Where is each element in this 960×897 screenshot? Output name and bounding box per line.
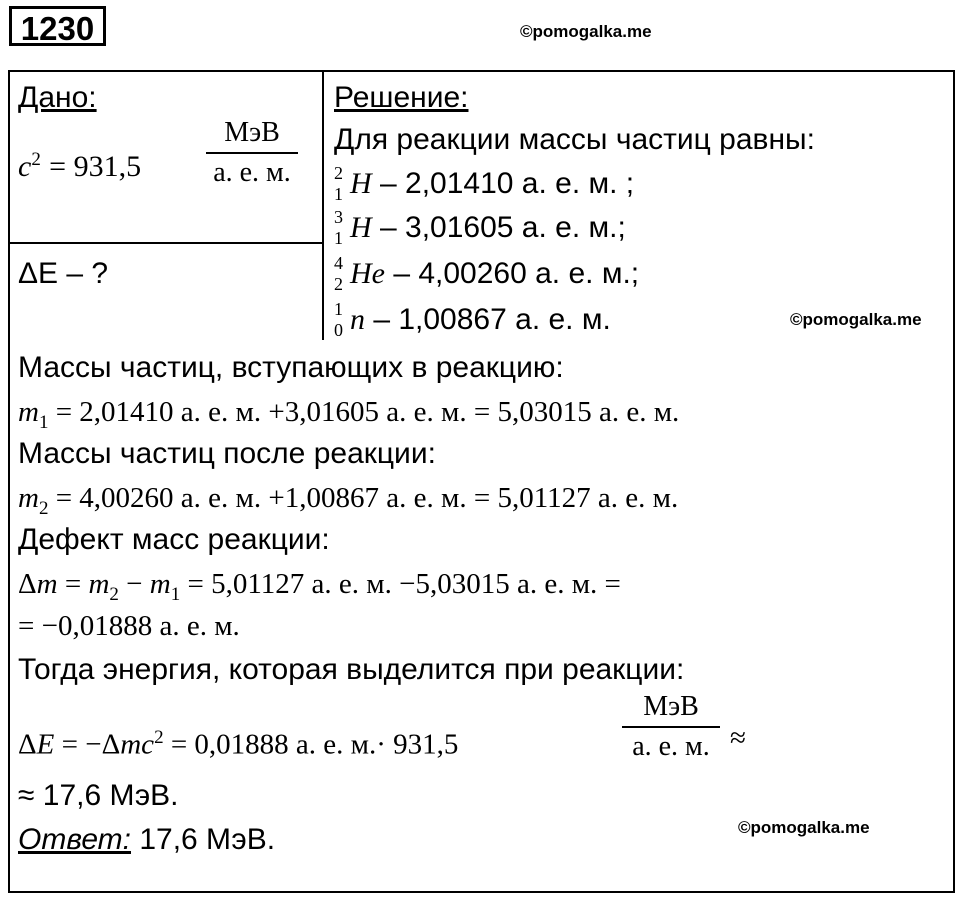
m2-equation [18,480,678,527]
problem-number: 1230 [9,6,106,46]
minus-sign: − [118,568,150,600]
mass-number: 3 [334,207,343,227]
mass-number: 4 [334,253,343,273]
m2-symbol: m [18,482,39,514]
energy-equation [18,720,458,763]
c2-unit-fraction [206,116,298,190]
after-reaction-label: Массы частиц после реакции: [18,437,436,470]
m1-subscript: 1 [170,583,181,605]
charge-number: 1 [334,184,343,204]
charge-number: 1 [334,228,343,248]
c-symbol: c [18,150,32,183]
m1-subscript: 1 [38,411,49,433]
before-reaction-label: Массы частиц, вступающих в реакцию: [18,351,564,384]
given-heading: Дано: [18,81,97,114]
m1-equation [18,394,679,441]
delta-symbol: Δ [18,728,37,761]
particle-helium [334,253,640,294]
watermark-top: ©pomogalka.me [520,22,652,41]
energy-unit-denominator: а. е. м. [632,731,710,762]
particle-mass: – 2,01410 а. е. м. ; [371,167,635,200]
result-line: ≈ 17,6 МэВ. [18,779,179,812]
answer-value: 17,6 МэВ. [131,823,276,856]
c2-value: = 931,5 [49,150,142,183]
m2-subscript: 2 [109,583,119,605]
m1-symbol: m [149,568,171,600]
watermark-bottom: ©pomogalka.me [738,818,870,837]
answer-line [18,822,275,858]
mass-defect-result: = −0,01888 а. е. м. [18,610,240,642]
fraction-bar [206,152,298,154]
m2-symbol: m [88,568,110,600]
mass-number: 1 [334,299,343,319]
particle-mass: – 3,01605 а. е. м.; [371,211,626,244]
charge-number: 2 [334,274,343,294]
particle-mass: – 1,00867 а. е. м. [365,303,611,336]
fraction-bar [622,726,720,728]
particle-mass: – 4,00260 а. е. м.; [384,257,640,290]
particle-tritium [334,207,626,248]
particle-deuterium [334,163,635,204]
energy-unit-fraction [622,690,720,764]
mass-number: 2 [334,163,343,183]
mc-symbol: mc [120,728,155,761]
energy-unit-numerator: МэВ [643,691,699,722]
mass-defect-rest: = 5,01127 а. е. м. −5,03015 а. е. м. = [180,568,621,600]
particle-symbol: H [350,167,372,200]
energy-equals: = −Δ [54,728,121,761]
c2-equation [18,142,141,185]
watermark-middle: ©pomogalka.me [790,310,922,329]
m1-symbol: m [18,396,39,428]
c2-unit-denominator: а. е. м. [213,157,291,188]
energy-label: Тогда энергия, которая выделится при реакции: [18,653,685,686]
m-symbol: m [36,568,58,600]
particle-symbol: H [350,211,372,244]
equals-sign: = [57,568,89,600]
given-divider-vertical [322,70,324,340]
find-text: ΔE – ? [18,257,109,290]
c2-unit-numerator: МэВ [224,117,280,148]
given-divider-horizontal [8,242,324,244]
approx-sign: ≈ [730,722,746,754]
m1-expression: = 2,01410 а. е. м. +3,01605 а. е. м. = 5,03015 а. е. м. [48,396,680,428]
answer-label: Ответ: [18,823,131,856]
particle-neutron [334,299,611,340]
solution-intro: Для реакции массы частиц равны: [334,123,815,156]
m2-expression: = 4,00260 а. е. м. +1,00867 а. е. м. = 5,01127 а. е. м. [48,482,679,514]
mass-defect-label: Дефект масс реакции: [18,523,330,556]
c-exponent: 2 [31,149,41,170]
particle-symbol: He [350,257,385,290]
mass-defect-equation [18,566,621,613]
m2-subscript: 2 [38,497,49,519]
delta-symbol: Δ [18,568,37,600]
energy-value: = 0,01888 а. е. м.· 931,5 [163,728,459,761]
solution-heading: Решение: [334,81,469,114]
e-symbol: E [36,728,55,761]
particle-symbol: n [350,303,365,336]
charge-number: 0 [334,320,343,340]
mc-exponent: 2 [154,727,164,748]
